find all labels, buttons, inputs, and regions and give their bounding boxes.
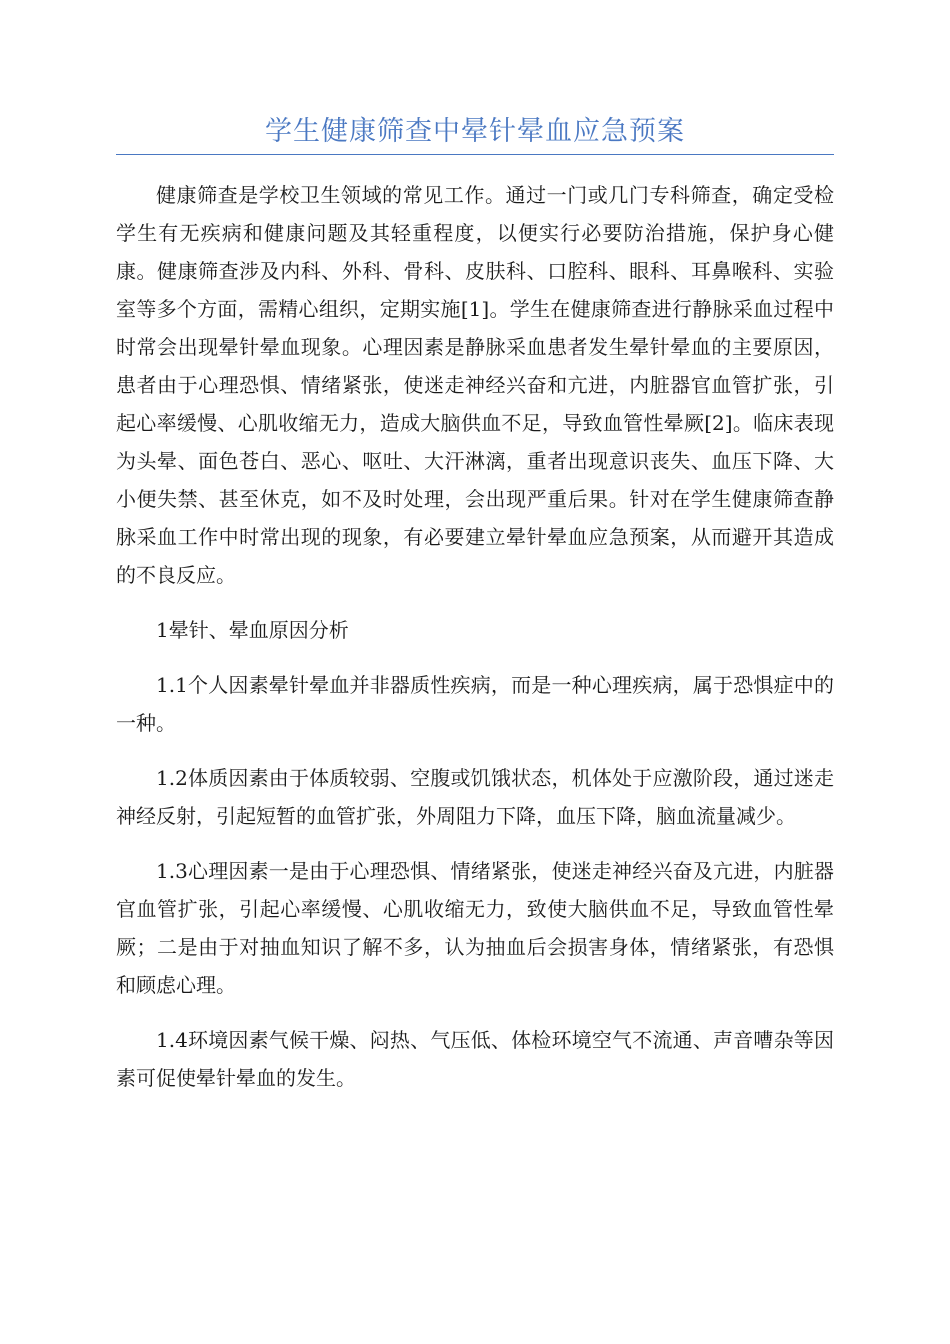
section-heading-1: 1晕针、晕血原因分析	[156, 618, 349, 642]
document-body	[116, 176, 834, 1114]
paragraph-1-1: 1.1个人因素晕针晕血并非器质性疾病，而是一种心理疾病，属于恐惧症中的一种。	[116, 673, 834, 735]
title-underline	[116, 154, 834, 155]
paragraph-1-2: 1.2体质因素由于体质较弱、空腹或饥饿状态，机体处于应激阶段，通过迷走神经反射，引起短暂的血管扩张，外周阻力下降，血压下降，脑血流量减少。	[116, 766, 834, 828]
paragraph-1-3: 1.3心理因素一是由于心理恐惧、情绪紧张，使迷走神经兴奋及亢进，内脏器官血管扩张，引起心率缓慢、心肌收缩无力，致使大脑供血不足，导致血管性晕厥；二是由于对抽血知识了解不多，认为抽血后会损害身体，情绪紧张，有恐惧和顾虑心理。	[116, 859, 834, 997]
document-title: 学生健康筛查中晕针晕血应急预案	[265, 116, 685, 147]
paragraph-1-4: 1.4环境因素气候干燥、闷热、气压低、体检环境空气不流通、声音嘈杂等因素可促使晕针晕血的发生。	[116, 1028, 834, 1090]
paragraph-intro: 健康筛查是学校卫生领域的常见工作。通过一门或几门专科筛查，确定受检学生有无疾病和健康问题及其轻重程度，以便实行必要防治措施，保护身心健康。健康筛查涉及内科、外科、骨科、皮肤科、口腔科、眼科、耳鼻喉科、实验室等多个方面，需精心组织，定期实施[1]。学生在健康筛查进行静脉采血过程中时常会出现晕针晕血现象。心理因素是静脉采血患者发生晕针晕血的主要原因，患者由于心理恐惧、情绪紧张，使迷走神经兴奋和亢进，内脏器官血管扩张，引起心率缓慢、心肌收缩无力，造成大脑供血不足，导致血管性晕厥[2]。临床表现为头晕、面色苍白、恶心、呕吐、大汗淋漓，重者出现意识丧失、血压下降、大小便失禁、甚至休克，如不及时处理，会出现严重后果。针对在学生健康筛查静脉采血工作中时常出现的现象，有必要建立晕针晕血应急预案，从而避开其造成的不良反应。	[116, 183, 834, 587]
